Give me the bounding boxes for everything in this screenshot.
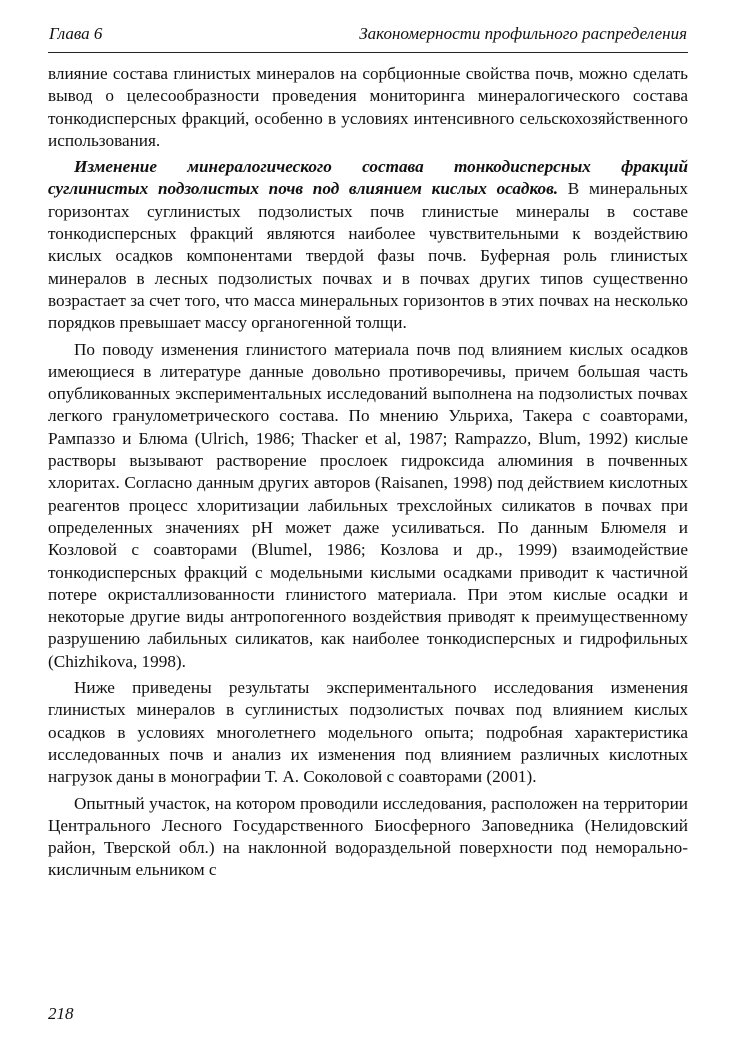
section-lead-text: В минеральных горизонтах суглинистых подзолистых почв глинистые минералы в составе тонкодисперсных фракций являются наиболее чувствительными к воздействию кислых осадков компонентами твердой фазы почв. Буферная роль глинистых минералов в лесных подзолистых почвах и в почвах других типов существенно возрастает за счет того, что масса минеральных горизонтов в этих почвах на несколько порядков превышает массу органогенной толщи. bbox=[48, 179, 688, 333]
paragraph-site-description: Опытный участок, на котором проводили исследования, расположен на территории Центрального Лесного Государственного Биосферного Заповедника (Нелидовский район, Тверской обл.) на наклонной водораздельной поверхности под неморально-кисличным ельником с bbox=[48, 793, 688, 880]
running-header bbox=[48, 24, 688, 53]
paragraph-results-intro: Ниже приведены результаты экспериментального исследования изменения глинистых минералов в суглинистых подзолистых почвах под влиянием кислых осадков в условиях многолетнего модельного опыта; подробная характеристика исследованных почв и анализ их изменения под влиянием различных кислотных нагрузок даны в монографии Т. А. Соколовой с соавторами (2001). bbox=[48, 678, 688, 787]
paragraph-section-start bbox=[48, 156, 688, 334]
chapter-label: Глава 6 bbox=[49, 24, 103, 43]
chapter-title: Закономерности профильного распределения bbox=[359, 24, 687, 43]
paragraph-literature-review: По поводу изменения глинистого материала почв под влиянием кислых осадков имеющиеся в литературе данные довольно противоречивы, причем большая часть опубликованных экспериментальных исследований выполнена на подзолистых почвах легкого гранулометрического состава. По мнению Ульриха, Такера с соавторами, Рампаззо и Блюма (Ulrich, 1986; Thacker et al, 1987; Rampazzo, Blum, 1992) кислые растворы вызывают растворение прослоек гидроксида алюминия в почвенных хлоритах. Согласно данным других авторов (Raisanen, 1998) под действием кислотных реагентов процесс хлоритизации лабильных трехслойных силикатов в почвах при определенных значениях pH может даже усиливаться. По данным Блюмеля и Козловой с соавторами (Blumel, 1986; Козлова и др., 1999) взаимодействие тонкодисперсных фракций с модельными кислыми осадками приводит к частичной потере окристаллизованности глинистого материала. При этом кислые осадки и некоторые другие виды антропогенного воздействия приводят к преимущественному разрушению лабильных силикатов, как наиболее тонкодисперсных и гидрофильных (Chizhikova, 1998). bbox=[48, 339, 688, 671]
document-page bbox=[48, 24, 688, 1034]
section-lead-heading: Изменение минералогического состава тонкодисперсных фракций суглинистых подзолистых почв под влиянием кислых осадков. bbox=[48, 157, 688, 199]
page-number: 218 bbox=[48, 1004, 74, 1023]
body-text bbox=[48, 63, 688, 882]
paragraph-continuation: влияние состава глинистых минералов на сорбционные свойства почв, можно сделать вывод о целесообразности проведения мониторинга минералогического состава тонкодисперсных фракций, особенно в условиях интенсивного сельскохозяйственного использования. bbox=[48, 64, 688, 150]
